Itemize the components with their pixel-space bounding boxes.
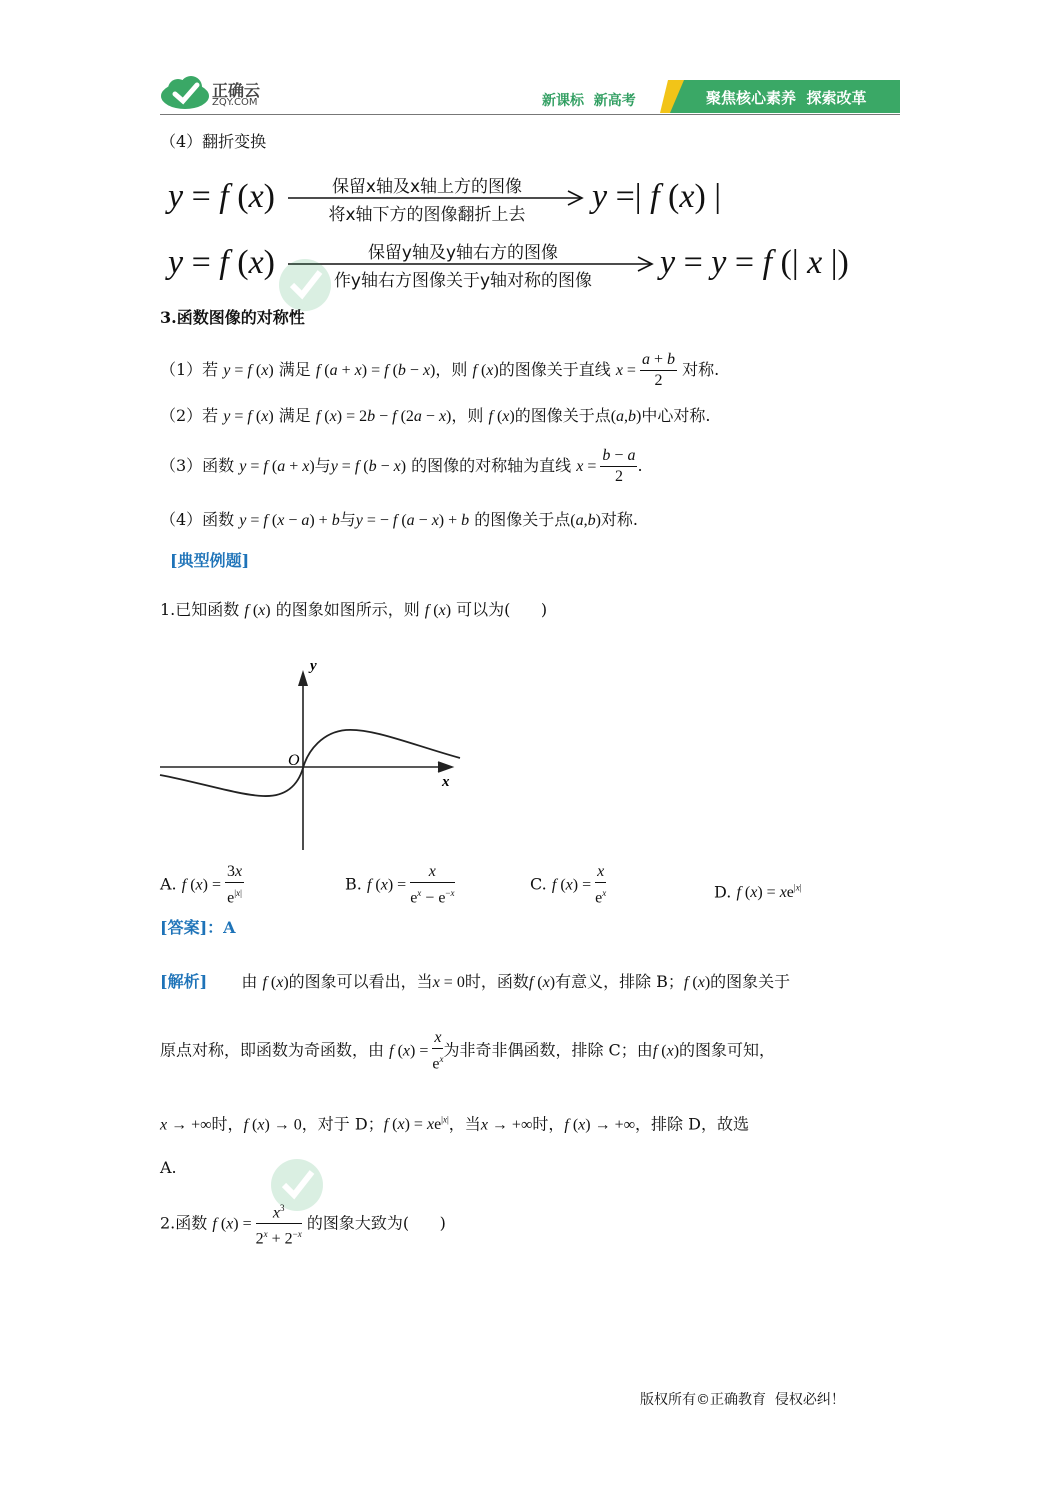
q1-option-d: D. f $(x) = xe^{|x|}$ — [714, 882, 802, 902]
answer-value: A — [223, 918, 236, 937]
symmetry-title: 3.函数图像的对称性 — [160, 308, 305, 327]
y-axis-label: y — [310, 658, 317, 674]
q1-function-graph — [158, 650, 468, 855]
symmetry-item-3: （3）函数 y = f (a + x)与y = f (b − x) 的图像的对称轴为直线 x = $\frac{b - a}{2}$ . — [160, 447, 643, 485]
q1-option-b: B. f (x) = $\frac{x}{e^x - e^{-x}}$ — [345, 863, 455, 907]
x-axis-label: x — [442, 774, 450, 790]
curve — [160, 730, 460, 796]
header-banner — [660, 80, 900, 113]
symmetry-item-4: （4）函数 y = f (x − a) + b与y = − f (a − x) + b 的图像关于点(a,b)对称. — [160, 510, 639, 529]
slogan-right: 聚焦核心素养 探索改革 — [706, 89, 867, 107]
header-divider — [160, 114, 900, 115]
flip-row2-label-top: 保留y轴及y轴右方的图像 — [367, 243, 559, 263]
flip-row2-label-bottom: 作y轴右方图像关于y轴对称的图像 — [333, 271, 593, 291]
q1-option-c: C. f (x) = $\frac{x}{e^x}$ — [530, 863, 607, 907]
q1-option-a: A. f (x) = $\frac{3x}{e^{|x|}}$ — [160, 863, 243, 907]
q1-analysis-line1: [解析] 由 f (x)的图象可以看出，当x = 0时，函数f (x)有意义，排除 B；f (x)的图象关于 — [160, 972, 791, 991]
symmetry-item-2: （2）若 y = f (x) 满足 f (x) = 2b − f (2a − x)，则 f (x)的图像关于点(a,b)中心对称. — [160, 406, 711, 425]
q2-stem: 2.函数 f (x) = $\frac{x^3}{2^x + 2^{-x}}$ 的图象大致为( ) — [160, 1198, 446, 1250]
flip-row1-lhs: y = f (x) — [168, 178, 275, 215]
q1-stem: 1.已知函数 f (x) 的图象如图所示，则 f (x) 可以为( ) — [160, 600, 548, 619]
flip-row1-label-bottom: 将x轴下方的图像翻折上去 — [328, 205, 526, 225]
logo — [160, 76, 270, 112]
x-axis-arrow-icon — [438, 762, 452, 772]
analysis-label: [解析] — [160, 972, 208, 991]
symmetry-item-1: （1）若 y = f (x) 满足 f (a + x) = f (b − x)，则 f (x)的图像关于直线 x = $\frac{a + b}{2}$ 对称. — [160, 351, 720, 389]
section-title-flip: （4）翻折变换 — [160, 132, 267, 151]
examples-heading: [典型例题] — [170, 551, 250, 570]
footer-copyright: 版权所有©正确教育 侵权必纠！ — [640, 1392, 845, 1408]
logo-text-cn: 正确云 — [212, 81, 261, 100]
origin-label: O — [288, 752, 300, 769]
y-axis-arrow-icon — [298, 670, 308, 686]
cloud-check-icon — [160, 76, 210, 110]
logo-text-en: ZQY.COM — [212, 97, 258, 108]
q1-answer — [160, 916, 236, 940]
slogan-left: 新课标 新高考 — [542, 93, 636, 109]
flip-row1-rhs: y =| f (x) | — [592, 178, 722, 215]
answer-label: [答案]： — [160, 918, 224, 937]
flip-row1-arrow — [288, 172, 588, 224]
flip-row2-rhs: y = y = f (| x |) — [660, 244, 849, 281]
q1-analysis-line3: x → +∞时，f (x) → 0，对于 D；f $(x) = xe^{|x|}$，当x → +∞时，f (x) → +∞，排除 D，故选 — [160, 1114, 749, 1134]
q1-analysis-line2: 原点对称，即函数为奇函数，由 f (x) = $\frac{x}{e^x}$ 为非奇非偶函数，排除 C；由f (x)的图象可知， — [160, 1029, 776, 1073]
q1-analysis-line4: A. — [160, 1158, 177, 1177]
flip-row2-lhs: y = f (x) — [168, 244, 275, 281]
flip-row1-label-top: 保留x轴及x轴上方的图像 — [331, 177, 523, 197]
